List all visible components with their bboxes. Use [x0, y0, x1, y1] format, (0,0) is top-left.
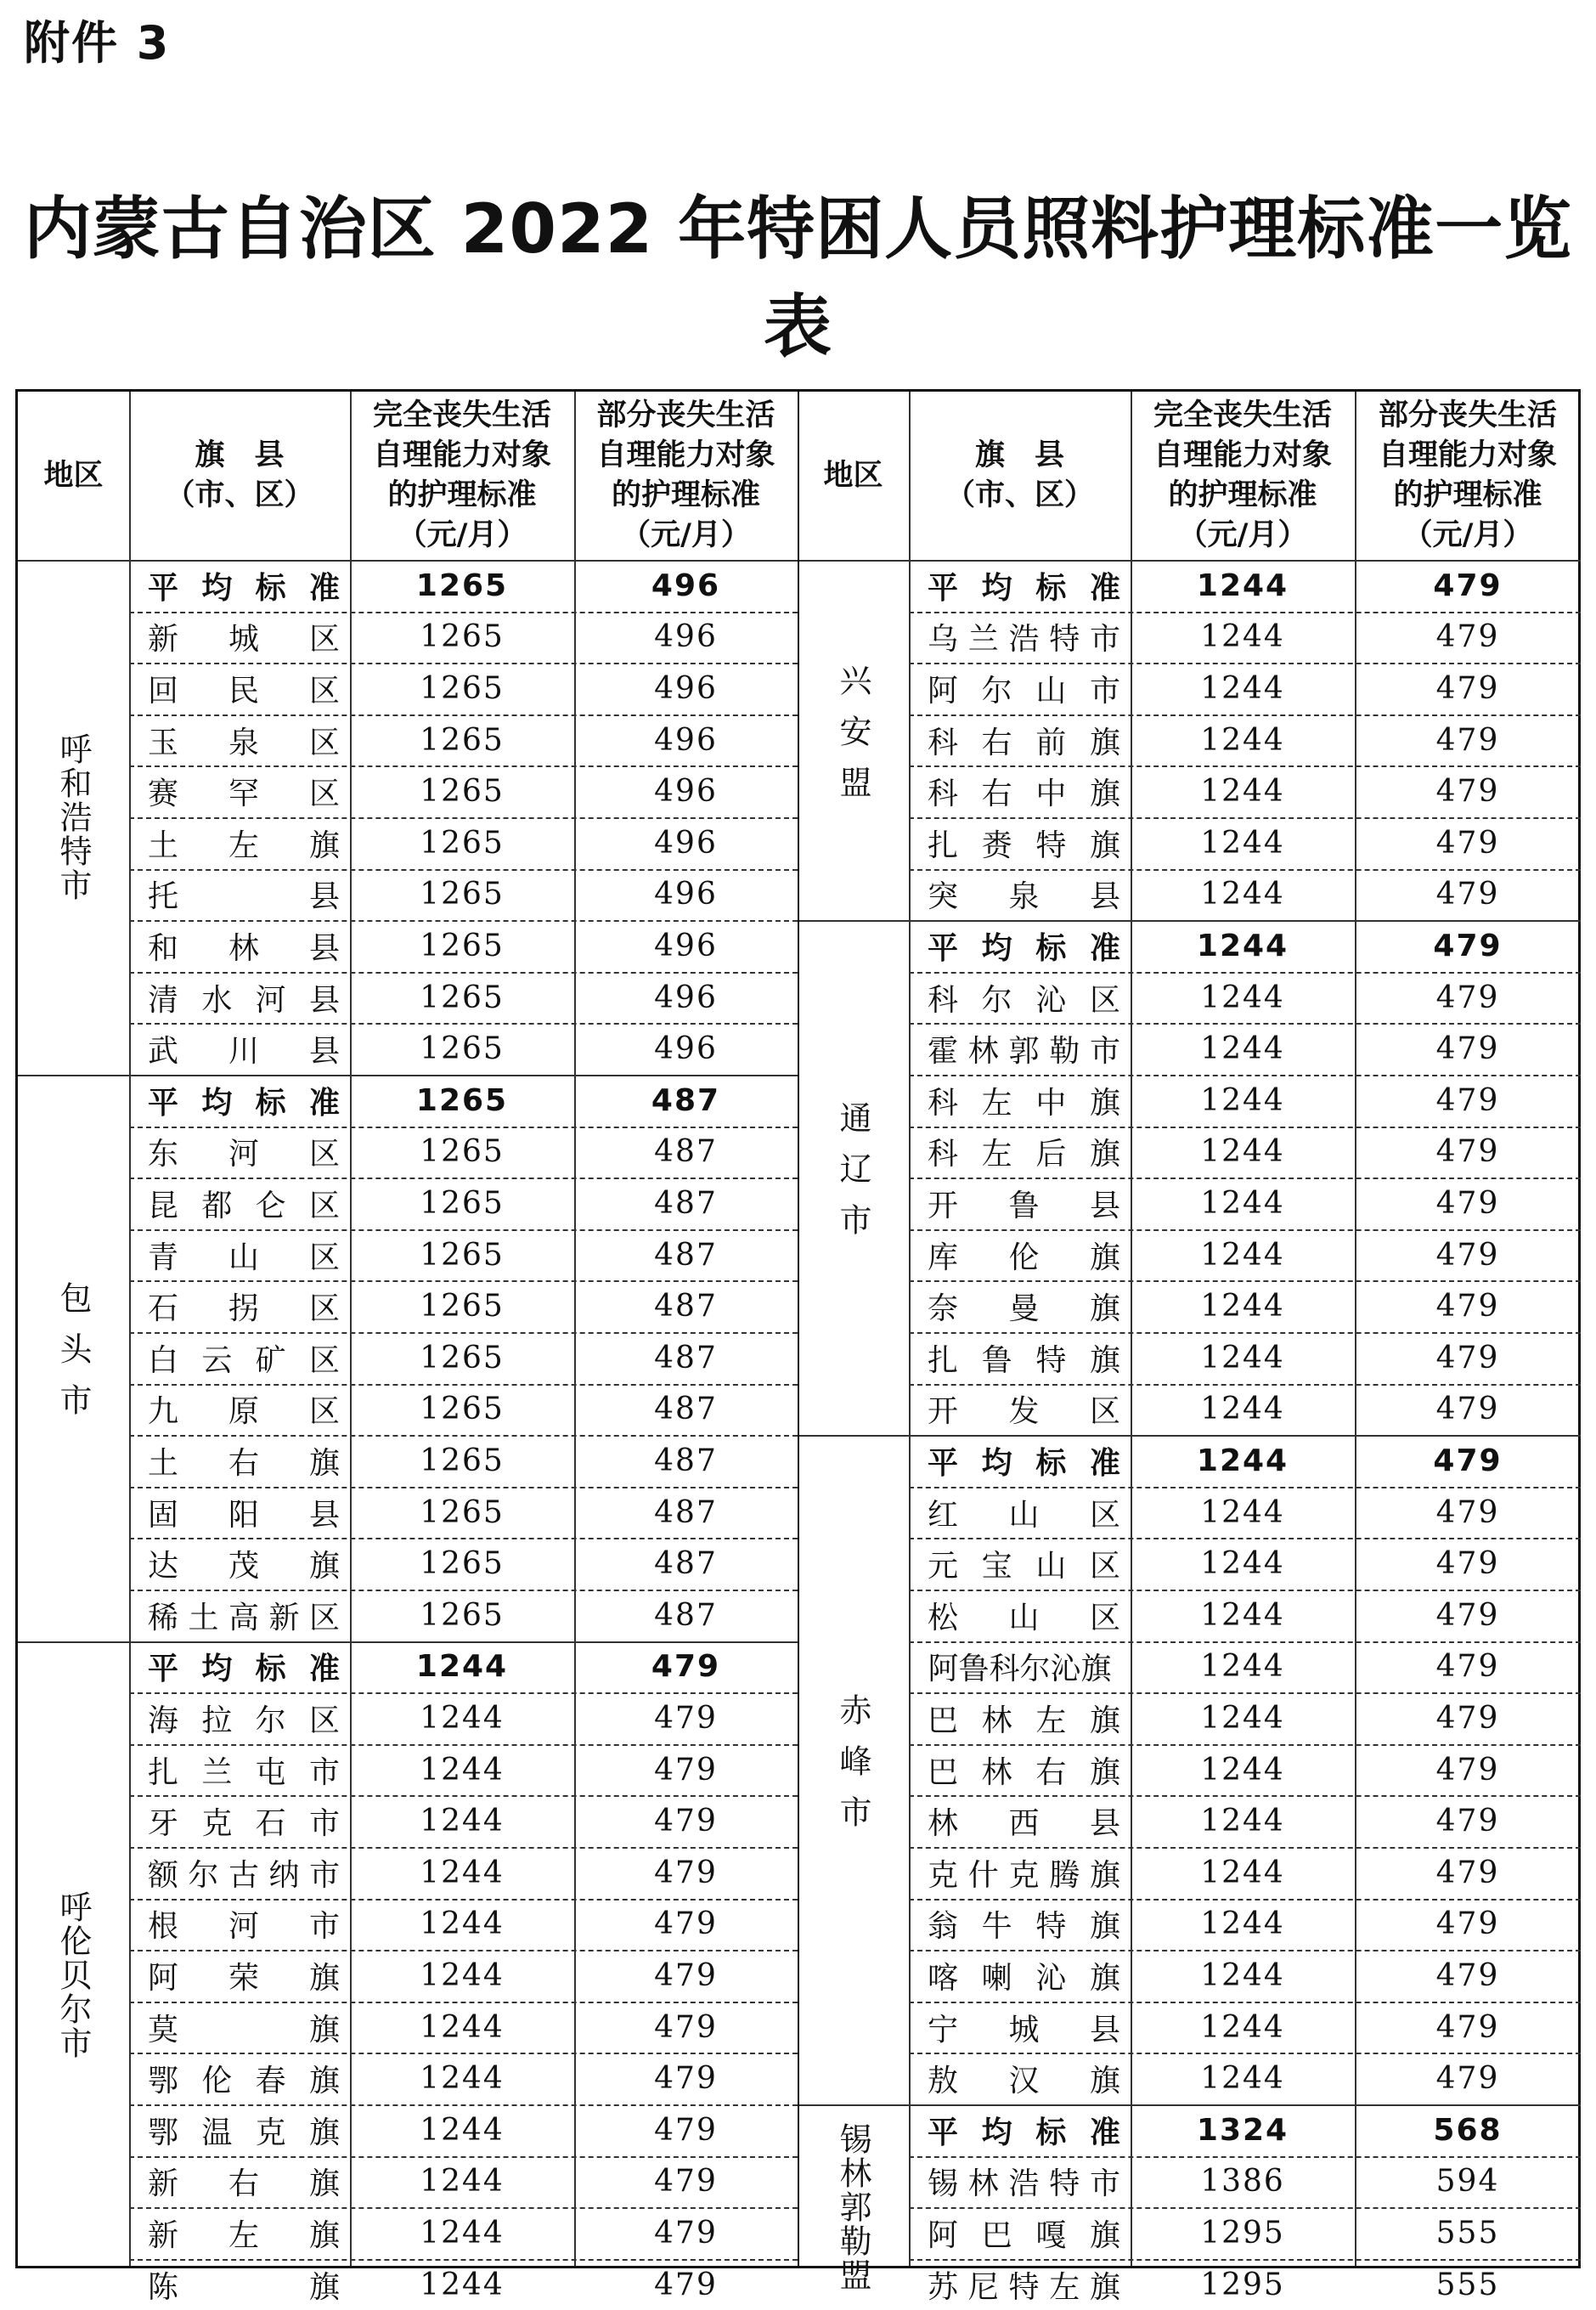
- full-standard-value: 1244: [1200, 619, 1285, 655]
- row-divider: [909, 1487, 1581, 1488]
- full-standard-value: 1265: [420, 774, 505, 810]
- row-divider: [129, 1744, 798, 1746]
- row-divider: [909, 1692, 1581, 1694]
- full-standard-value: 1244: [1200, 1392, 1285, 1427]
- county-name: 达 茂 旗: [148, 1549, 340, 1584]
- full-standard-value: 1244: [420, 2112, 505, 2148]
- partial-standard-value: 496: [654, 1031, 718, 1067]
- row-divider: [129, 1178, 798, 1179]
- full-standard-value: 1244: [1200, 1804, 1285, 1839]
- full-standard-value: 1265: [420, 670, 505, 706]
- partial-standard-value: 487: [654, 1597, 718, 1633]
- row-divider: [129, 1229, 798, 1231]
- county-name: 根 河 市: [148, 1909, 340, 1945]
- row-divider: [909, 1847, 1581, 1849]
- county-name: 牙 克 石 市: [148, 1806, 340, 1842]
- column-header-full: 完全丧失生活 自理能力对象 的护理标准 （元/月）: [372, 398, 551, 552]
- full-standard-value: 1265: [415, 568, 509, 603]
- row-divider: [909, 1178, 1581, 1179]
- partial-standard-value: 496: [654, 825, 718, 861]
- partial-standard-value: 479: [654, 2215, 718, 2251]
- partial-standard-value: 479: [1435, 670, 1500, 706]
- county-name: 锡 林 浩 特 市: [928, 2166, 1120, 2202]
- full-standard-value: 1265: [420, 825, 505, 861]
- average-label: 平 均 标 准: [148, 1652, 340, 1687]
- county-name: 石 拐 区: [148, 1291, 340, 1327]
- full-standard-value: 1265: [420, 1185, 505, 1221]
- row-divider: [909, 1229, 1581, 1231]
- county-name: 白 云 矿 区: [148, 1342, 340, 1378]
- county-name: 固 阳 县: [148, 1497, 340, 1533]
- partial-standard-value: 496: [654, 877, 718, 912]
- full-standard-value: 1244: [1200, 825, 1285, 861]
- county-name: 开 发 区: [928, 1394, 1120, 1430]
- county-name: 稀 土 高 新 区: [148, 1600, 340, 1635]
- full-standard-value: 1244: [420, 1700, 505, 1736]
- county-name: 新 城 区: [148, 622, 340, 658]
- county-name: 鄂 伦 春 旗: [148, 2064, 340, 2099]
- column-header-partial: 部分丧失生活 自理能力对象 的护理标准 （元/月）: [596, 398, 775, 552]
- partial-standard-value: 479: [651, 1649, 721, 1685]
- partial-standard-value: 479: [1435, 619, 1500, 655]
- partial-standard-value: 479: [1435, 1289, 1500, 1324]
- county-name: 赛 罕 区: [148, 777, 340, 812]
- row-divider: [129, 1280, 798, 1282]
- full-standard-value: 1265: [420, 1031, 505, 1067]
- row-divider: [129, 2207, 798, 2209]
- partial-standard-value: 479: [654, 1804, 718, 1839]
- county-name: 武 川 县: [148, 1034, 340, 1070]
- row-divider: [909, 972, 1581, 974]
- county-name: 莫 旗: [148, 2012, 340, 2047]
- partial-standard-value: 479: [654, 2061, 718, 2097]
- full-standard-value: 1324: [1196, 2112, 1289, 2148]
- column-header-region: 地区: [823, 458, 883, 493]
- partial-standard-value: 496: [654, 619, 718, 655]
- county-name: 扎 兰 屯 市: [148, 1754, 340, 1790]
- full-standard-value: 1244: [1196, 568, 1289, 603]
- average-label: 平 均 标 准: [928, 570, 1120, 606]
- partial-standard-value: 479: [654, 1957, 718, 1993]
- county-name: 阿 荣 旗: [148, 1960, 340, 1996]
- county-name: 翁 牛 特 旗: [928, 1909, 1120, 1945]
- full-standard-value: 1244: [1200, 1031, 1285, 1067]
- region-name: 通辽市: [834, 1101, 871, 1255]
- partial-standard-value: 479: [1435, 1752, 1500, 1788]
- partial-standard-value: 479: [654, 1855, 718, 1890]
- partial-standard-value: 479: [1435, 1392, 1500, 1427]
- full-standard-value: 1265: [420, 1289, 505, 1324]
- full-standard-value: 1265: [420, 1340, 505, 1375]
- partial-standard-value: 487: [654, 1237, 718, 1273]
- row-divider: [909, 1332, 1581, 1334]
- region-name: 呼和浩特市: [54, 732, 92, 902]
- region-name: 包头市: [54, 1281, 92, 1435]
- partial-standard-value: 479: [1435, 1906, 1500, 1942]
- partial-standard-value: 479: [1435, 1804, 1500, 1839]
- county-name: 扎 鲁 特 旗: [928, 1342, 1120, 1378]
- partial-standard-value: 487: [654, 1392, 718, 1427]
- full-standard-value: 1295: [1200, 2215, 1285, 2251]
- partial-standard-value: 479: [1433, 1443, 1503, 1478]
- county-name: 东 河 区: [148, 1137, 340, 1172]
- partial-standard-value: 555: [1435, 2267, 1500, 2302]
- county-name: 喀 喇 沁 旗: [928, 1960, 1120, 1996]
- county-name: 鄂 温 克 旗: [148, 2115, 340, 2150]
- full-standard-value: 1244: [1196, 1443, 1289, 1478]
- partial-standard-value: 479: [654, 2267, 718, 2302]
- partial-standard-value: 479: [1435, 1494, 1500, 1530]
- full-standard-value: 1244: [1200, 1134, 1285, 1170]
- full-standard-value: 1244: [1200, 1855, 1285, 1890]
- partial-standard-value: 479: [1435, 2009, 1500, 2045]
- full-standard-value: 1244: [1200, 774, 1285, 810]
- partial-standard-value: 479: [1435, 1340, 1500, 1375]
- county-name: 松 山 区: [928, 1600, 1120, 1635]
- full-standard-value: 1244: [1200, 1597, 1285, 1633]
- row-divider: [129, 2259, 798, 2261]
- full-standard-value: 1244: [420, 2215, 505, 2251]
- county-name: 土 右 旗: [148, 1445, 340, 1481]
- row-divider: [129, 1538, 798, 1539]
- county-name: 苏 尼 特 左 旗: [928, 2269, 1120, 2305]
- row-divider: [129, 1127, 798, 1128]
- row-divider: [909, 1538, 1581, 1539]
- partial-standard-value: 479: [1435, 877, 1500, 912]
- row-divider: [909, 1075, 1581, 1076]
- full-standard-value: 1244: [420, 2267, 505, 2302]
- full-standard-value: 1265: [415, 1082, 509, 1118]
- row-divider: [129, 1435, 798, 1437]
- row-divider: [909, 2053, 1581, 2054]
- partial-standard-value: 479: [654, 1752, 718, 1788]
- partial-standard-value: 479: [1435, 825, 1500, 861]
- full-standard-value: 1244: [420, 2061, 505, 2097]
- row-divider: [129, 765, 798, 767]
- row-divider: [129, 2053, 798, 2054]
- partial-standard-value: 479: [1435, 774, 1500, 810]
- average-label: 平 均 标 准: [148, 570, 340, 606]
- column-divider: [1355, 392, 1356, 2266]
- full-standard-value: 1265: [420, 1546, 505, 1582]
- full-standard-value: 1265: [420, 722, 505, 758]
- partial-standard-value: 479: [654, 1700, 718, 1736]
- column-divider: [129, 392, 131, 2266]
- row-divider: [909, 1950, 1581, 1951]
- full-standard-value: 1265: [420, 1443, 505, 1478]
- partial-standard-value: 487: [654, 1289, 718, 1324]
- full-standard-value: 1244: [1200, 2009, 1285, 2045]
- row-divider: [909, 1023, 1581, 1025]
- partial-standard-value: 479: [1435, 1134, 1500, 1170]
- full-standard-value: 1244: [420, 2164, 505, 2200]
- partial-standard-value: 496: [654, 670, 718, 706]
- column-header-county: 旗 县 （市、区）: [165, 438, 314, 512]
- row-divider: [909, 1590, 1581, 1591]
- row-divider: [129, 869, 798, 871]
- full-standard-value: 1386: [1200, 2164, 1285, 2200]
- partial-standard-value: 496: [654, 980, 718, 1015]
- average-label: 平 均 标 准: [928, 2115, 1120, 2150]
- full-standard-value: 1244: [1200, 1649, 1285, 1685]
- full-standard-value: 1265: [420, 1494, 505, 1530]
- row-divider: [909, 612, 1581, 613]
- full-standard-value: 1265: [420, 1392, 505, 1427]
- partial-standard-value: 479: [654, 2009, 718, 2045]
- county-name: 九 原 区: [148, 1394, 340, 1430]
- county-name: 新 右 旗: [148, 2166, 340, 2202]
- partial-standard-value: 479: [1435, 1185, 1500, 1221]
- full-standard-value: 1244: [1200, 1957, 1285, 1993]
- county-name: 宁 城 县: [928, 2012, 1120, 2047]
- partial-standard-value: 479: [1433, 928, 1503, 963]
- county-name: 扎 赉 特 旗: [928, 827, 1120, 863]
- column-header-partial: 部分丧失生活 自理能力对象 的护理标准 （元/月）: [1378, 398, 1557, 552]
- full-standard-value: 1265: [420, 1134, 505, 1170]
- partial-standard-value: 479: [1435, 1700, 1500, 1736]
- row-divider: [129, 612, 798, 613]
- column-divider: [909, 392, 911, 2266]
- county-name: 阿 巴 嘎 旗: [928, 2217, 1120, 2253]
- row-divider: [909, 1280, 1581, 1282]
- partial-standard-value: 568: [1433, 2112, 1503, 2148]
- county-name: 回 民 区: [148, 673, 340, 709]
- county-name: 科 左 中 旗: [928, 1085, 1120, 1121]
- row-divider: [129, 1023, 798, 1025]
- row-divider: [909, 663, 1581, 664]
- county-name: 元 宝 山 区: [928, 1549, 1120, 1584]
- full-standard-value: 1244: [1200, 2061, 1285, 2097]
- column-header-region: 地区: [43, 458, 104, 493]
- partial-standard-value: 479: [1435, 1855, 1500, 1890]
- row-divider: [129, 2156, 798, 2158]
- county-name: 红 山 区: [928, 1497, 1120, 1533]
- full-standard-value: 1244: [420, 1855, 505, 1890]
- region-name: 赤峰市: [834, 1693, 871, 1847]
- partial-standard-value: 594: [1435, 2164, 1500, 2200]
- column-divider: [350, 392, 352, 2266]
- county-name: 敖 汉 旗: [928, 2064, 1120, 2099]
- row-divider: [129, 1332, 798, 1334]
- county-name: 科 右 前 旗: [928, 725, 1120, 760]
- partial-standard-value: 479: [1435, 1649, 1500, 1685]
- full-standard-value: 1244: [420, 2009, 505, 2045]
- row-divider: [909, 817, 1581, 819]
- county-name: 陈 旗: [148, 2269, 340, 2305]
- row-divider: [909, 2207, 1581, 2209]
- full-standard-value: 1244: [1200, 722, 1285, 758]
- column-header-county: 旗 县 （市、区）: [945, 438, 1094, 512]
- row-divider: [129, 1795, 798, 1797]
- row-divider: [129, 2104, 798, 2106]
- row-divider: [129, 663, 798, 664]
- row-divider: [909, 2002, 1581, 2003]
- county-name: 额 尔 古 纳 市: [148, 1857, 340, 1893]
- row-divider: [909, 1795, 1581, 1797]
- full-standard-value: 1244: [1200, 1340, 1285, 1375]
- full-standard-value: 1265: [420, 619, 505, 655]
- full-standard-value: 1244: [1200, 1752, 1285, 1788]
- full-standard-value: 1265: [420, 1597, 505, 1633]
- county-name: 阿鲁科尔沁旗: [928, 1652, 1112, 1687]
- full-standard-value: 1244: [1200, 1494, 1285, 1530]
- full-standard-value: 1244: [1196, 928, 1289, 963]
- partial-standard-value: 496: [654, 928, 718, 963]
- row-divider: [129, 1487, 798, 1488]
- full-standard-value: 1295: [1200, 2267, 1285, 2302]
- page-title: 内蒙古自治区 2022 年特困人员照料护理标准一览表: [23, 189, 1573, 366]
- full-standard-value: 1265: [420, 980, 505, 1015]
- full-standard-value: 1244: [1200, 980, 1285, 1015]
- row-divider: [129, 817, 798, 819]
- county-name: 乌 兰 浩 特 市: [928, 622, 1120, 658]
- full-standard-value: 1244: [1200, 1906, 1285, 1942]
- column-divider: [798, 392, 799, 2266]
- full-standard-value: 1244: [1200, 1546, 1285, 1582]
- full-standard-value: 1244: [1200, 1237, 1285, 1273]
- row-divider: [129, 1950, 798, 1951]
- row-divider: [909, 869, 1581, 871]
- county-name: 林 西 县: [928, 1806, 1120, 1842]
- row-divider: [129, 1590, 798, 1591]
- county-name: 新 左 旗: [148, 2217, 340, 2253]
- row-divider: [129, 972, 798, 974]
- attachment-label: 附件 3: [24, 16, 171, 70]
- partial-standard-value: 479: [1435, 980, 1500, 1015]
- column-header-full: 完全丧失生活 自理能力对象 的护理标准 （元/月）: [1153, 398, 1332, 552]
- full-standard-value: 1244: [420, 1957, 505, 1993]
- partial-standard-value: 496: [654, 774, 718, 810]
- partial-standard-value: 479: [1435, 1957, 1500, 1993]
- row-divider: [909, 2259, 1581, 2261]
- partial-standard-value: 487: [654, 1546, 718, 1582]
- partial-standard-value: 487: [651, 1082, 721, 1118]
- row-divider: [129, 1899, 798, 1901]
- row-divider: [129, 1692, 798, 1694]
- partial-standard-value: 479: [1435, 722, 1500, 758]
- column-divider: [574, 392, 576, 2266]
- full-standard-value: 1244: [1200, 1700, 1285, 1736]
- region-name: 呼伦贝尔市: [54, 1890, 92, 2061]
- county-name: 库 伦 旗: [928, 1240, 1120, 1275]
- standards-table: [15, 389, 1581, 2305]
- county-name: 土 左 旗: [148, 827, 340, 863]
- county-name: 突 泉 县: [928, 879, 1120, 915]
- county-name: 科 左 后 旗: [928, 1137, 1120, 1172]
- county-name: 海 拉 尔 区: [148, 1703, 340, 1738]
- average-label: 平 均 标 准: [928, 930, 1120, 966]
- full-standard-value: 1265: [420, 1237, 505, 1273]
- partial-standard-value: 479: [1435, 1546, 1500, 1582]
- partial-standard-value: 479: [1433, 568, 1503, 603]
- partial-standard-value: 479: [1435, 1031, 1500, 1067]
- county-name: 克 什 克 腾 旗: [928, 1857, 1120, 1893]
- county-name: 青 山 区: [148, 1240, 340, 1275]
- row-divider: [909, 1744, 1581, 1746]
- county-name: 奈 曼 旗: [928, 1291, 1120, 1327]
- partial-standard-value: 479: [1435, 1597, 1500, 1633]
- partial-standard-value: 479: [1435, 1237, 1500, 1273]
- county-name: 昆 都 仑 区: [148, 1188, 340, 1223]
- row-divider: [909, 1127, 1581, 1128]
- full-standard-value: 1244: [1200, 877, 1285, 912]
- full-standard-value: 1244: [1200, 1082, 1285, 1118]
- full-standard-value: 1244: [420, 1752, 505, 1788]
- county-name: 托 县: [148, 879, 340, 915]
- county-name: 科 右 中 旗: [928, 777, 1120, 812]
- partial-standard-value: 555: [1435, 2215, 1500, 2251]
- full-standard-value: 1244: [420, 1804, 505, 1839]
- county-name: 阿 尔 山 市: [928, 673, 1120, 709]
- partial-standard-value: 496: [651, 568, 721, 603]
- region-name: 锡林郭勒盟: [834, 2122, 871, 2293]
- row-divider: [129, 1847, 798, 1849]
- county-name: 开 鲁 县: [928, 1188, 1120, 1223]
- average-label: 平 均 标 准: [148, 1085, 340, 1121]
- full-standard-value: 1265: [420, 928, 505, 963]
- partial-standard-value: 496: [654, 722, 718, 758]
- county-name: 科 尔 沁 区: [928, 982, 1120, 1018]
- partial-standard-value: 479: [654, 2164, 718, 2200]
- partial-standard-value: 479: [654, 1906, 718, 1942]
- county-name: 巴 林 右 旗: [928, 1754, 1120, 1790]
- row-divider: [909, 1384, 1581, 1386]
- partial-standard-value: 487: [654, 1443, 718, 1478]
- county-name: 和 林 县: [148, 930, 340, 966]
- partial-standard-value: 487: [654, 1134, 718, 1170]
- row-divider: [129, 920, 798, 922]
- row-divider: [909, 1641, 1581, 1643]
- county-name: 霍 林 郭 勒 市: [928, 1034, 1120, 1070]
- full-standard-value: 1244: [1200, 670, 1285, 706]
- row-divider: [909, 1899, 1581, 1901]
- row-divider: [909, 765, 1581, 767]
- partial-standard-value: 487: [654, 1185, 718, 1221]
- row-divider: [129, 714, 798, 716]
- average-label: 平 均 标 准: [928, 1445, 1120, 1481]
- full-standard-value: 1244: [1200, 1185, 1285, 1221]
- row-divider: [129, 1384, 798, 1386]
- region-name: 兴安盟: [834, 664, 871, 817]
- partial-standard-value: 487: [654, 1340, 718, 1375]
- full-standard-value: 1244: [420, 1906, 505, 1942]
- full-standard-value: 1265: [420, 877, 505, 912]
- row-divider: [909, 714, 1581, 716]
- county-name: 清 水 河 县: [148, 982, 340, 1018]
- partial-standard-value: 479: [654, 2112, 718, 2148]
- full-standard-value: 1244: [415, 1649, 509, 1685]
- county-name: 玉 泉 区: [148, 725, 340, 760]
- partial-standard-value: 487: [654, 1494, 718, 1530]
- row-divider: [129, 2002, 798, 2003]
- partial-standard-value: 479: [1435, 2061, 1500, 2097]
- row-divider: [909, 2156, 1581, 2158]
- column-divider: [1131, 392, 1132, 2266]
- county-name: 巴 林 左 旗: [928, 1703, 1120, 1738]
- partial-standard-value: 479: [1435, 1082, 1500, 1118]
- full-standard-value: 1244: [1200, 1289, 1285, 1324]
